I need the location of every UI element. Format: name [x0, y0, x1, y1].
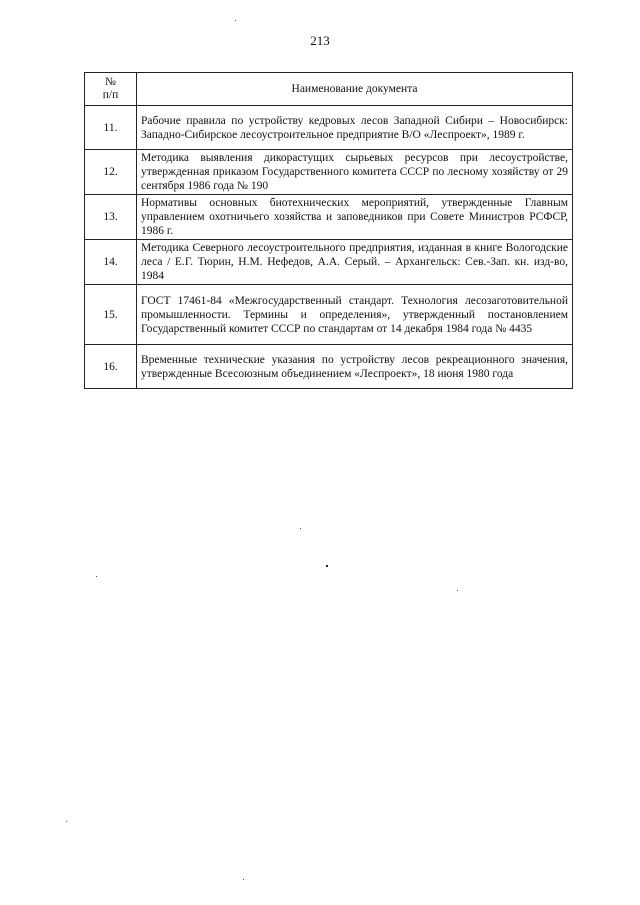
header-number: № п/п: [85, 73, 137, 106]
scan-speck: [96, 576, 97, 577]
row-document-name: Методика выявления дикорастущих сырьевых ресурсов при лесоустройстве, утвержденная приказом Государственного комитета СССР по лесному хозяйству от 29 сентября 1986 года № 190: [137, 150, 573, 195]
row-number: 12.: [85, 150, 137, 195]
scan-speck: [243, 879, 244, 880]
table-row: [85, 150, 573, 195]
table-row: [85, 285, 573, 345]
row-document-name: Рабочие правила по устройству кедровых лесов Западной Сибири – Новосибирск: Западно-Сибирское лесоустроительное предприятие В/О «Леспроект», 1989 г.: [137, 106, 573, 150]
table-header-row: [85, 73, 573, 106]
row-document-name: Временные технические указания по устройству лесов рекреационного значения, утвержденные Всесоюзным объединением «Леспроект», 18 июня 1980 года: [137, 345, 573, 389]
scan-speck: [235, 20, 236, 21]
row-number: 14.: [85, 240, 137, 285]
row-number: 11.: [85, 106, 137, 150]
row-number: 16.: [85, 345, 137, 389]
scan-speck: [326, 565, 328, 567]
header-document-name: Наименование документа: [137, 73, 573, 106]
row-document-name: Нормативы основных биотехнических мероприятий, утвержденные Главным управлением охотничьего хозяйства и заповедников при Совете Министров РСФСР, 1986 г.: [137, 195, 573, 240]
page-number: 213: [310, 33, 330, 48]
row-number: 13.: [85, 195, 137, 240]
table-row: [85, 345, 573, 389]
scan-speck: [300, 528, 301, 529]
row-number: 15.: [85, 285, 137, 345]
documents-table: [84, 72, 573, 389]
scan-speck: [457, 590, 458, 591]
row-document-name: Методика Северного лесоустроительного предприятия, изданная в книге Вологодские леса / Е.Г. Тюрин, Н.М. Нефедов, А.А. Серый. – Архангельск: Сев.-Зап. кн. изд-во, 1984: [137, 240, 573, 285]
row-document-name: ГОСТ 17461-84 «Межгосударственный стандарт. Технология лесозаготовительной промышленности. Термины и определения», утвержденный постановлением Государственный комитет СССР по стандартам от 14 декабря 1984 года № 4435: [137, 285, 573, 345]
table-row: [85, 106, 573, 150]
table-row: [85, 195, 573, 240]
table-row: [85, 240, 573, 285]
scan-speck: [66, 821, 67, 822]
